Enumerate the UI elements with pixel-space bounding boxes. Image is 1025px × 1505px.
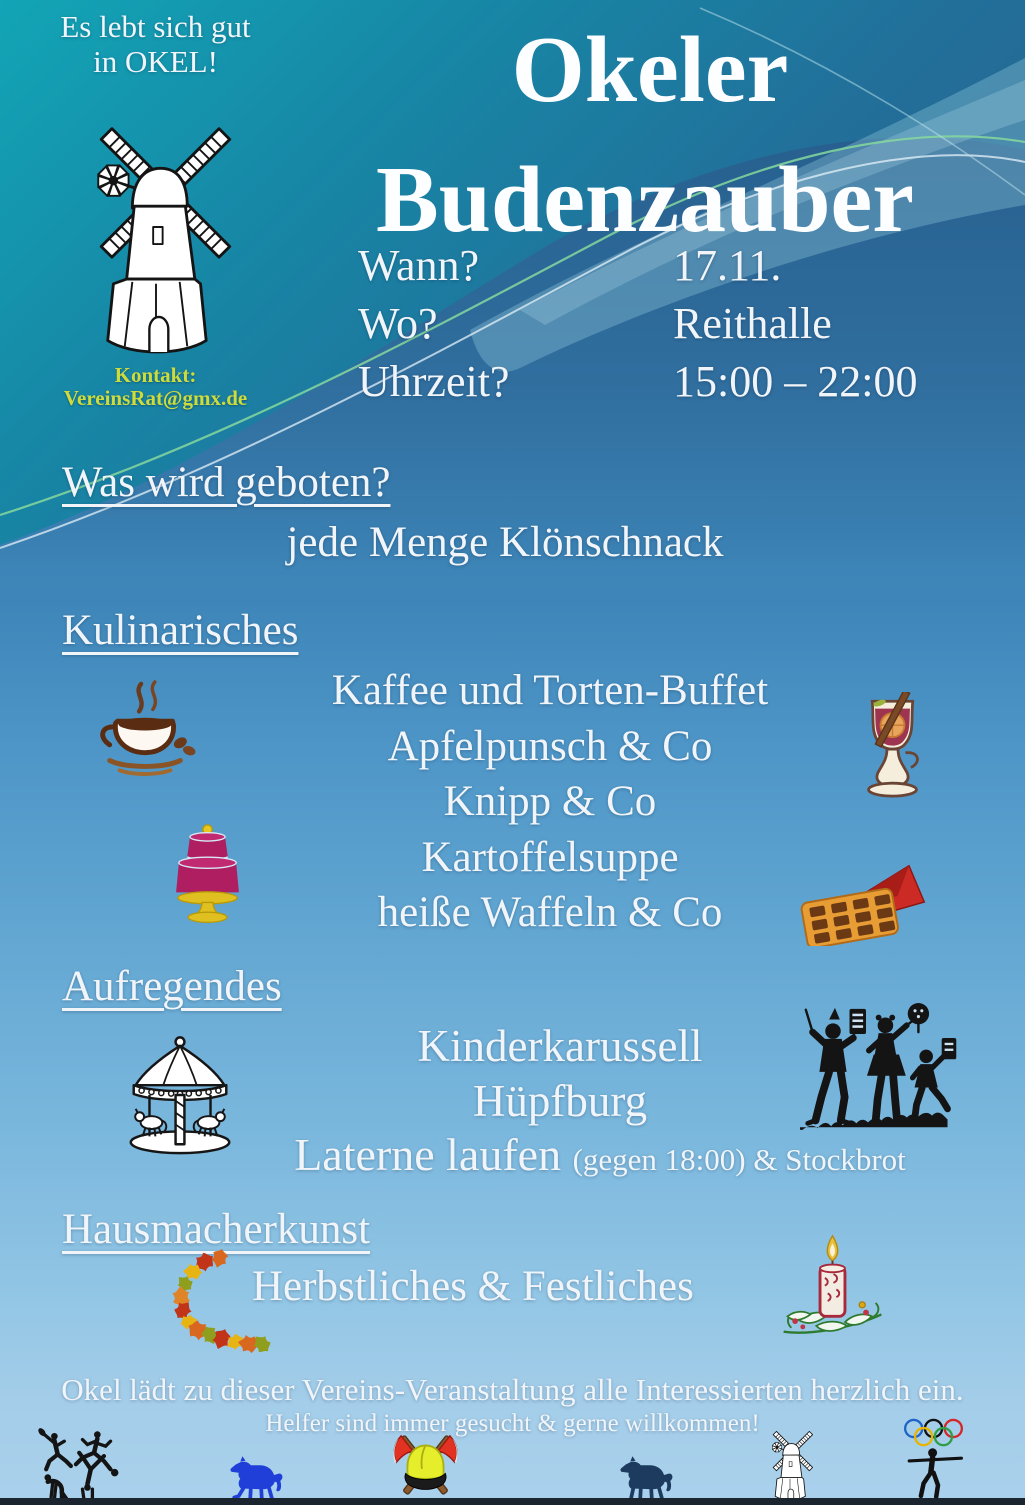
detail-label: Uhrzeit? [358, 357, 510, 406]
sports-silhouettes-icon [25, 1428, 135, 1504]
exciting-item3-main: Laterne laufen [294, 1129, 562, 1180]
slogan-line2: in OKEL! [93, 43, 218, 79]
culinary-item: heiße Waffeln & Co [377, 889, 723, 936]
windmill-small-icon [765, 1418, 815, 1505]
culinary-list [230, 663, 870, 941]
exciting-item1: Kinderkarussell [417, 1021, 703, 1071]
punch-glass-icon [845, 692, 940, 832]
olympic-rings-shooter-icon [893, 1415, 983, 1505]
cake-icon [165, 818, 250, 926]
culinary-item: Apfelpunsch & Co [387, 722, 713, 770]
intro-tagline: jede Menge Klönschnack [286, 519, 724, 566]
section-heading-intro: Was wird geboten? [62, 459, 391, 506]
detail-value: 17.11. [673, 241, 782, 290]
bottom-edge-strip [0, 1498, 1025, 1505]
culinary-item: Kartoffelsuppe [421, 833, 679, 881]
carousel-icon [105, 1032, 255, 1160]
footer-invitation: Okel lädt zu dieser Vereins-Veranstaltung alle Interessierten herzlich ein. [61, 1372, 964, 1407]
blue-horse-icon [205, 1445, 310, 1505]
lantern-children-icon [800, 995, 965, 1143]
culinary-item: Knipp & Co [443, 778, 657, 825]
event-details [358, 240, 978, 414]
detail-label: Wann? [358, 241, 480, 290]
detail-label: Wo? [358, 299, 438, 348]
footer-helpers: Helfer sind immer gesucht & gerne willkommen! [265, 1410, 760, 1437]
detail-row-when [358, 240, 978, 298]
detail-row-where [358, 298, 978, 356]
autumn-leaves-icon [160, 1248, 285, 1360]
detail-row-time [358, 356, 978, 414]
contact-block [18, 364, 293, 410]
culinary-item: Kaffee und Torten-Buffet [331, 667, 769, 714]
section-heading-culinary: Kulinarisches [62, 607, 299, 654]
waffle-icon [795, 858, 935, 946]
contact-label: Kontakt: [114, 363, 197, 387]
fire-brigade-icon [378, 1422, 473, 1505]
navy-horse-icon [595, 1445, 700, 1505]
contact-email: VereinsRat@gmx.de [63, 386, 248, 411]
detail-value: 15:00 – 22:00 [673, 357, 918, 406]
exciting-item2: Hüpfburg [472, 1076, 648, 1126]
section-heading-exciting: Aufregendes [62, 963, 282, 1010]
section-heading-crafts: Hausmacherkunst [62, 1206, 371, 1253]
coffee-cup-icon [90, 678, 200, 788]
candle-icon [770, 1232, 895, 1347]
slogan [38, 10, 273, 79]
slogan-line1: Es lebt sich gut [60, 9, 251, 44]
poster-title-line2: Budenzauber [376, 148, 914, 252]
exciting-item3-detail: (gegen 18:00) & Stockbrot [572, 1142, 906, 1177]
poster-title-line1: Okeler [511, 18, 789, 122]
windmill-icon [75, 85, 237, 369]
detail-value: Reithalle [673, 299, 832, 348]
crafts-item: Herbstliches & Festliches [252, 1263, 694, 1310]
